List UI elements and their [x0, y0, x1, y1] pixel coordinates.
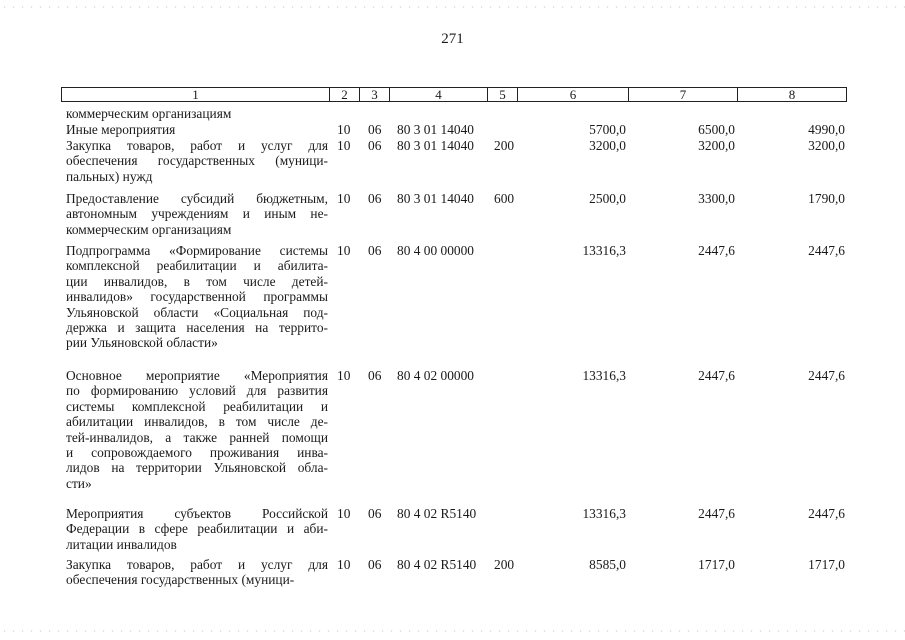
cell-c6: 2500,0	[589, 191, 626, 206]
cell-c4: 80 4 02 00000	[397, 368, 474, 383]
cell-c6: 13316,3	[582, 506, 626, 521]
cell-c5: 200	[494, 138, 515, 153]
cell-c8: 2447,6	[808, 506, 845, 521]
header-col-1: 1	[62, 88, 330, 101]
header-col-3: 3	[360, 88, 390, 101]
description-line: абилитации инвалидов, в том числе де-	[66, 414, 328, 430]
cell-c2: 10	[337, 122, 351, 137]
description-line: инвалидов» государственной программы	[66, 289, 328, 305]
scan-noise-bottom	[0, 630, 905, 632]
cell-c6: 8585,0	[589, 557, 626, 572]
description-line: лидов на территории Ульяновской обла-	[66, 460, 328, 476]
cell-c2: 10	[337, 138, 351, 153]
description-line: по формированию условий для развития	[66, 383, 328, 399]
cell-c8: 1717,0	[808, 557, 845, 572]
cell-c8: 4990,0	[808, 122, 845, 137]
header-col-7: 7	[629, 88, 738, 101]
cell-c3: 06	[368, 557, 382, 572]
description-line: и сопровождаемого проживания инва-	[66, 444, 328, 460]
cell-c6: 13316,3	[582, 368, 626, 383]
cell-c2: 10	[337, 368, 351, 383]
cell-c4: 80 4 02 R5140	[397, 557, 477, 572]
row-description	[66, 368, 328, 491]
description-line: рии Ульяновской области»	[66, 335, 218, 351]
description-line: Ульяновской области «Социальная под-	[66, 304, 328, 320]
row-description	[66, 191, 328, 237]
description-line: системы комплексной реабилитации и	[66, 398, 328, 414]
description-line: комплексной реабилитации и абилита-	[66, 258, 328, 274]
cell-c7: 6500,0	[698, 122, 735, 137]
cell-c7: 3300,0	[698, 191, 735, 206]
description-line: Иные мероприятия	[66, 122, 176, 137]
cell-c3: 06	[368, 368, 382, 383]
description-line: Закупка товаров, работ и услуг для	[66, 138, 328, 153]
cell-c7: 2447,6	[698, 368, 735, 383]
description-line: тей-инвалидов, а также ранней помощи	[66, 429, 328, 445]
table-header-row	[61, 87, 847, 102]
description-line: Федерации в сфере реабилитации и аби-	[66, 521, 328, 537]
description-line: обеспечения государственных (муници-	[66, 153, 328, 169]
header-col-4: 4	[390, 88, 488, 101]
description-line: Основное мероприятие «Мероприятия	[66, 368, 328, 383]
row-description	[66, 106, 328, 121]
cell-c3: 06	[368, 191, 382, 206]
row-description	[66, 122, 328, 137]
cell-c7: 2447,6	[698, 506, 735, 521]
cell-c3: 06	[368, 138, 382, 153]
cell-c6: 3200,0	[589, 138, 626, 153]
description-line: Закупка товаров, работ и услуг для	[66, 557, 328, 572]
cell-c6: 13316,3	[582, 243, 626, 258]
header-col-8: 8	[788, 87, 796, 102]
cell-c8: 1790,0	[808, 191, 845, 206]
description-line: сти»	[66, 475, 92, 491]
description-line: коммерческим организациям	[66, 106, 232, 121]
cell-c2: 10	[337, 243, 351, 258]
description-line: Предоставление субсидий бюджетным,	[66, 191, 328, 206]
cell-c4: 80 3 01 14040	[397, 191, 474, 206]
cell-c3: 06	[368, 243, 382, 258]
scan-noise-top	[0, 6, 905, 8]
page-number: 271	[441, 31, 464, 47]
description-line: Подпрограмма «Формирование системы	[66, 243, 328, 258]
description-line: ции инвалидов, в том числе детей-	[66, 273, 328, 289]
cell-c8: 3200,0	[808, 138, 845, 153]
description-line: обеспечения государственных (муници-	[66, 572, 295, 588]
description-line: Мероприятия субъектов Российской	[66, 506, 328, 521]
description-line: коммерческим организациям	[66, 221, 232, 237]
cell-c7: 2447,6	[698, 243, 735, 258]
row-description	[66, 243, 328, 351]
header-col-2: 2	[330, 88, 360, 101]
cell-c7: 3200,0	[698, 138, 735, 153]
description-line: пальных) нужд	[66, 168, 153, 184]
cell-c2: 10	[337, 506, 351, 521]
cell-c4: 80 3 01 14040	[397, 122, 474, 137]
row-description	[66, 138, 328, 184]
cell-c4: 80 4 02 R5140	[397, 506, 477, 521]
cell-c8: 2447,6	[808, 368, 845, 383]
cell-c5: 200	[494, 557, 515, 572]
cell-c4: 80 3 01 14040	[397, 138, 474, 153]
cell-c4: 80 4 00 00000	[397, 243, 474, 258]
cell-c5: 600	[494, 191, 515, 206]
description-line: автономным учреждениям и иным не-	[66, 206, 328, 222]
cell-c2: 10	[337, 557, 351, 572]
cell-c2: 10	[337, 191, 351, 206]
cell-c8: 2447,6	[808, 243, 845, 258]
cell-c3: 06	[368, 122, 382, 137]
description-line: литации инвалидов	[66, 536, 177, 552]
header-col-5: 5	[488, 88, 518, 101]
row-description	[66, 557, 328, 588]
cell-c3: 06	[368, 506, 382, 521]
cell-c6: 5700,0	[589, 122, 626, 137]
header-col-6: 6	[518, 88, 629, 101]
cell-c7: 1717,0	[698, 557, 735, 572]
description-line: держка и защита населения на террито-	[66, 319, 328, 335]
row-description	[66, 506, 328, 552]
